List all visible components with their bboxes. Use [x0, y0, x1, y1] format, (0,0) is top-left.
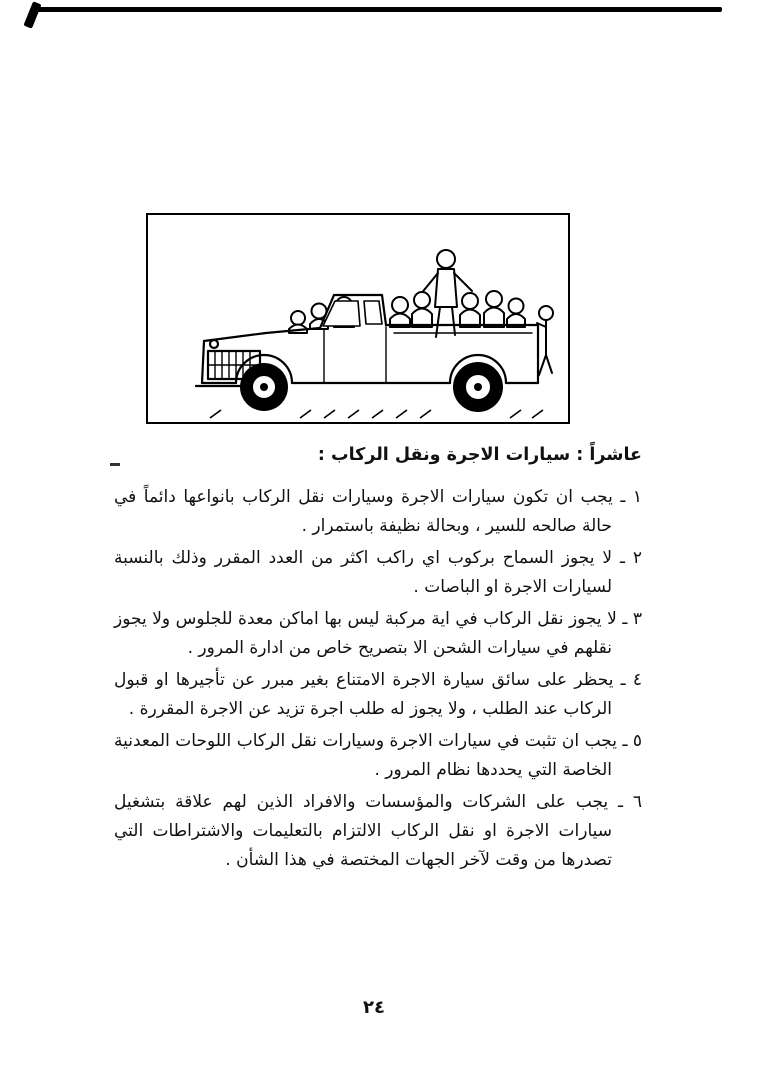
item-number: ١ ـ	[620, 487, 643, 507]
item-number: ٢ ـ	[619, 548, 643, 568]
page-number: ٢٤	[363, 997, 385, 1018]
regulation-item-1	[114, 483, 642, 541]
overloaded-truck-illustration	[148, 215, 568, 422]
scan-artifact-line	[34, 7, 722, 12]
item-number: ٥ ـ	[622, 731, 642, 751]
regulation-item-2	[114, 544, 642, 602]
item-text: يجب على الشركات والمؤسسات والافراد الذين لهم علاقة بتشغيل سيارات الاجرة او نقل الركاب الالتزام بالتعليمات والاشتراطات التي تصدرها من وقت لآخر الجهات المختصة في هذا الشأن .	[114, 792, 612, 870]
illustration-frame	[146, 213, 570, 424]
regulations-section	[114, 441, 642, 878]
item-text: يجب ان تكون سيارات الاجرة وسيارات نقل الركاب بانواعها دائماً في حالة صالحه للسير ، وبحالة نظيفة باستمرار .	[114, 487, 613, 536]
item-text: لا يجوز نقل الركاب في اية مركبة ليس بها اماكن معدة للجلوس ولا يجوز نقلهم في سيارات الشحن الا بتصريح خاص من ادارة المرور .	[114, 609, 617, 658]
item-text: لا يجوز السماح بركوب اي راكب اكثر من العدد المقرر وذلك بالنسبة لسيارات الاجرة او الباصات .	[114, 548, 613, 597]
truck-wheels	[240, 362, 503, 412]
scan-artifact-corner-mark	[23, 1, 41, 28]
item-text: يجب ان تثبت في سيارات الاجرة وسيارات نقل الركاب اللوحات المعدنية الخاصة التي يحددها نظام المرور .	[114, 731, 617, 780]
item-number: ٦ ـ	[618, 792, 642, 812]
item-number: ٣ ـ	[622, 609, 642, 629]
regulation-item-3	[114, 605, 642, 663]
section-heading: عاشراً : سيارات الاجرة ونقل الركاب :	[317, 445, 642, 465]
ground-shading	[210, 410, 543, 418]
item-number: ٤ ـ	[620, 670, 642, 690]
regulation-item-5	[114, 727, 642, 785]
item-text: يحظر على سائق سيارة الاجرة الامتناع بغير مبرر عن تأجيرها او قبول الركاب عند الطلب ، ولا يجوز له طلب اجرة تزيد عن الاجرة المقررة .	[114, 670, 614, 719]
regulation-item-4	[114, 666, 642, 724]
regulation-item-6	[114, 788, 642, 875]
